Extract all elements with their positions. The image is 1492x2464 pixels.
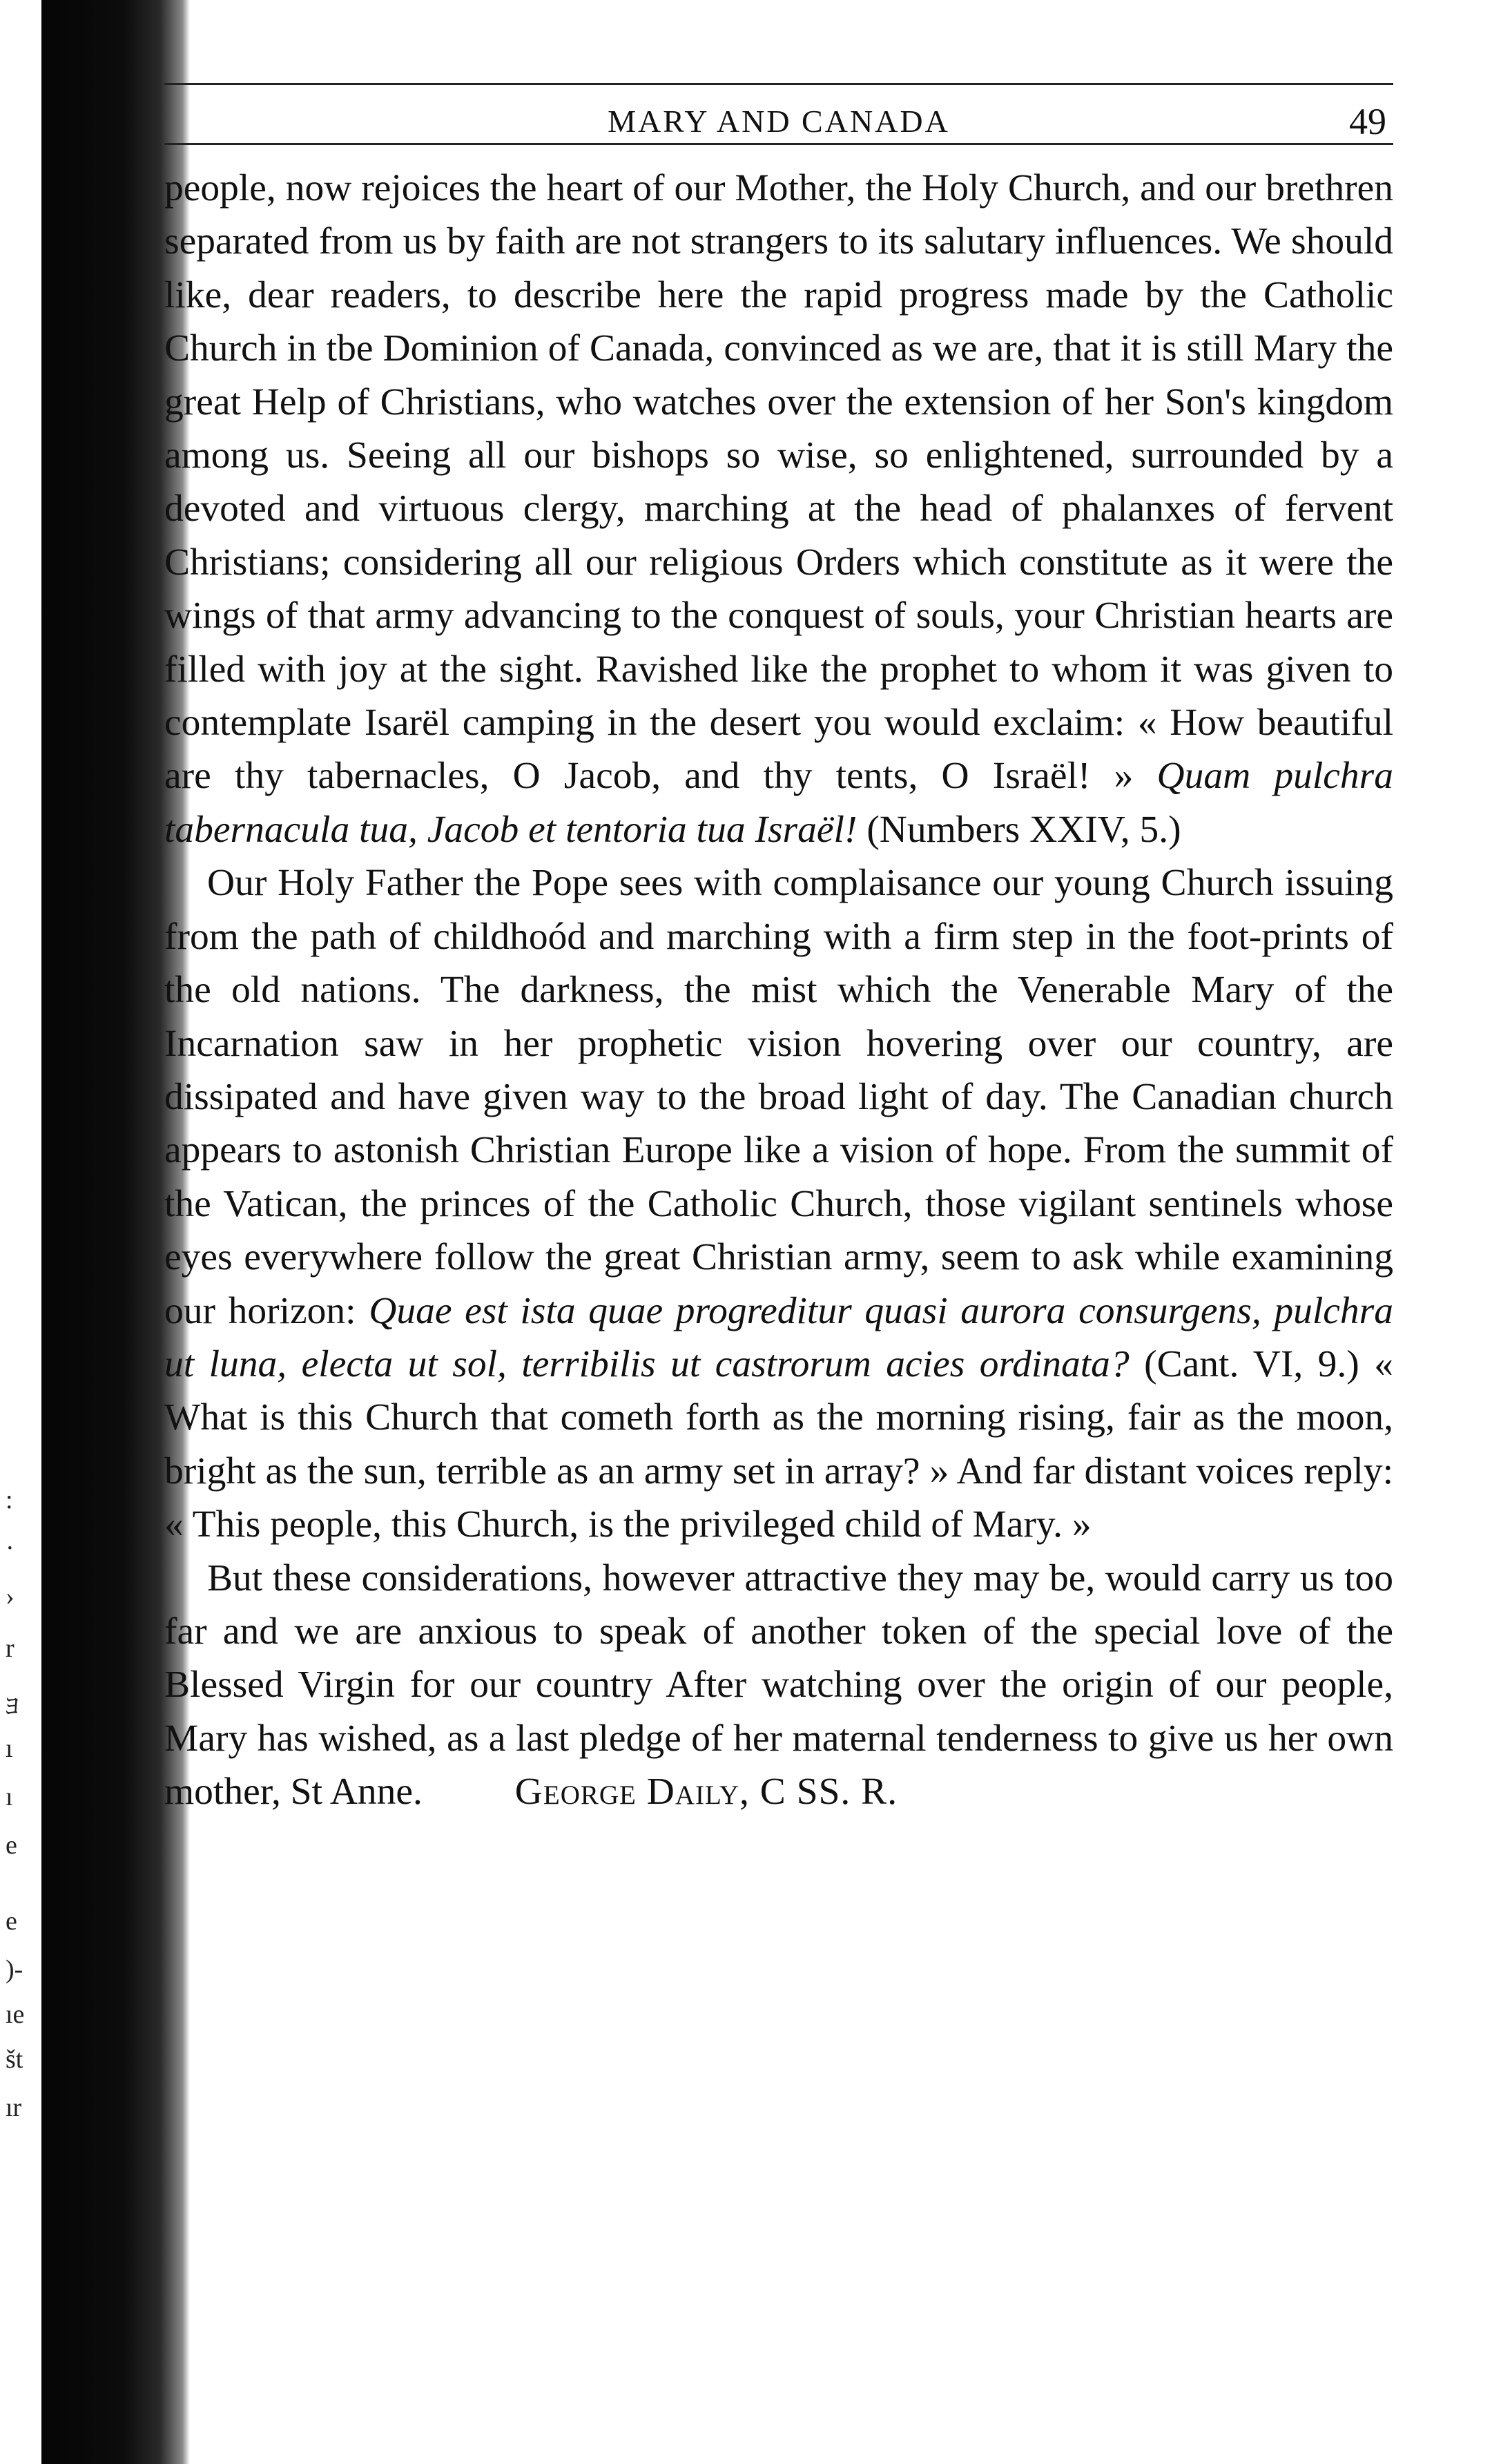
margin-fragment: › [6,1582,14,1611]
latin-quotation: Quae est ista quae progreditur quasi aurora consurgens, pulchra ut luna, electa ut sol, terribilis ut castrorum acies ordinata? [164,1289,1393,1385]
margin-fragment: e [6,1831,17,1860]
text-run: people, now rejoices the heart of our Mother, the Holy Church, and our brethren separated from us by faith are not strangers to its salutary influences. We should like, dear readers, to describe here the rapid progress made by the Catholic Church in tbe Dominion of Canada, convinced as we are, that it is still Mary the great Help of Christians, who watches over the extension of her Son's kingdom among us. Seeing all our bishops so wise, so enlightened, surrounded by a devoted and virtuous clergy, marching at the head of phalanxes of fervent Christians; considering all our religious Orders which constitute as it were the wings of that army advancing to the conquest of souls, your Christian hearts are filled with joy at the sight. Ravished like the prophet to whom it was given to contemplate Isarël camping in the desert you would exclaim: « How beautiful are thy tabernacles, O Jacob, and thy tents, O Israël! » [164,167,1393,798]
paragraph-2 [164,856,1393,1551]
latin-quotation: Quam pulchra tabernacula tua, Jacob et tentoria tua Israël! [164,755,1394,851]
paragraph-3 [164,1552,1393,1819]
margin-fragment: ﾖ [6,1693,19,1722]
margin-fragment: št [6,2045,23,2074]
margin-fragment: ı [6,1734,13,1763]
text-run: (Numbers XXIV, 5.) [857,808,1181,851]
body-text [164,162,1393,1819]
margin-fragment: : [6,1485,13,1514]
author-signature: George Daily, C SS. R. [514,1771,898,1813]
running-head: MARY AND CANADA [608,104,950,139]
margin-fragment: ır [6,2093,22,2122]
margin-fragment: )- [6,1955,23,1984]
margin-fragment: ıe [6,2000,25,2029]
text-run: But these considerations, however attractive they may be, would carry us too far and we are anxious to speak of another token of the special love of the Blessed Virgin for our country After watching over the origin of our people, Mary has wished, as a last pledge of her maternal tenderness to give us her own mother, St Anne. [164,1557,1393,1813]
text-run: (Cant. VI, 9.) « What is this Church that cometh forth as the morning rising, fair as the moon, bright as the sun, terrible as an army set in array? » And far distant voices reply: « This people, this Church, is the privileged child of Mary. » [164,1342,1393,1546]
facing-page-margin-fragments [0,1485,41,2244]
margin-fragment: e [6,1907,17,1936]
page-header [164,83,1393,145]
margin-fragment: ı [6,1782,13,1811]
text-run: Our Holy Father the Pope sees with complaisance our young Church issuing from the path of childhoód and marching with a firm step in the foot-prints of the old nations. The darkness, the mist which the Venerable Mary of the Incarnation saw in her prophetic vision hovering over our country, are dissipated and have given way to the broad light of day. The Canadian church appears to astonish Christian Europe like a vision of hope. From the summit of the Vatican, the princes of the Catholic Church, those vigilant sentinels whose eyes everywhere follow the great Christian army, seem to ask while examining our horizon: [164,862,1393,1332]
page-number: 49 [1349,101,1386,142]
margin-fragment: r [6,1634,14,1663]
margin-fragment: · [6,1534,14,1563]
paragraph-1 [164,162,1393,856]
book-page [164,83,1393,1819]
